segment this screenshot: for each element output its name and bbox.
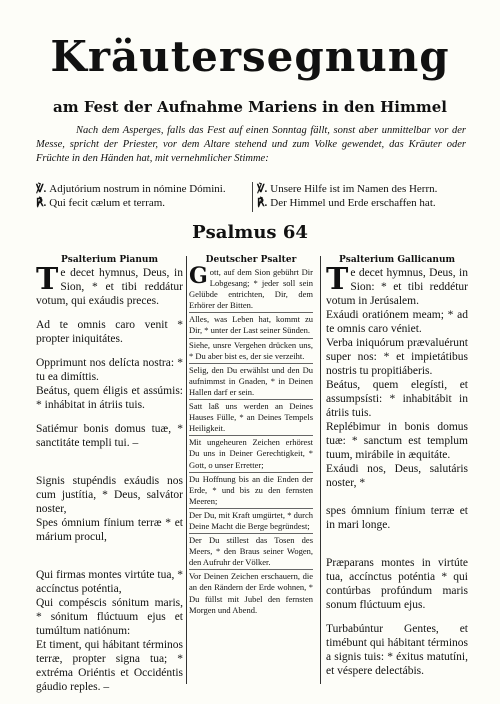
drop-cap: T	[36, 262, 59, 297]
verse-block: Alles, was Leben hat, kommt zu Dir, * unter der Last seiner Sünden.	[189, 313, 313, 338]
verse-block	[189, 263, 313, 313]
column-title-gallicanum: Psalterium Gallicanum	[338, 255, 456, 265]
verse-text: e decet hymnus, Deus, in Sion: * et tibi reddétur votum in Jerúsalem.	[326, 267, 468, 307]
page-title: Kräutersegnung	[50, 32, 450, 81]
versicle-latin	[36, 182, 251, 196]
verse-block: Et timent, qui hábitant términos terræ, propter signa tua; * extréma Oriéntis et Occidéntis gáudio reples. –	[36, 639, 183, 693]
response-latin	[36, 196, 251, 210]
column-deutsch	[189, 263, 313, 617]
verse-block: Exáudi nos, Deus, salutáris noster, *	[326, 463, 468, 489]
verse-block: Turbabúntur Gentes, et timébunt qui hábitant términos a signis tuis: * éxitus matutíni, et véspere delectábis.	[326, 623, 468, 677]
verse-block: Spes ómnium fínium terræ * et márium procul,	[36, 517, 183, 543]
versicle-text: Unsere Hilfe ist im Namen des Herrn.	[270, 183, 438, 195]
versicle-mark: ℣.	[257, 183, 268, 195]
column-divider	[320, 256, 321, 684]
column-title-deutsch: Deutscher Psalter	[205, 255, 297, 265]
verse-block: spes ómnium fínium terræ et in mari longe.	[326, 505, 468, 531]
response-mark: ℟.	[257, 197, 268, 209]
column-gallicanum	[326, 262, 468, 688]
verse-block	[326, 262, 468, 308]
verse-block: Satiémur bonis domus tuæ, * sanctitáte templi tui. –	[36, 423, 183, 449]
verse-block: Der Du, mit Kraft umgürtet, * durch Deine Macht die Berge begründest;	[189, 509, 313, 534]
psalm-title: Psalmus 64	[192, 222, 308, 243]
versicle-mark: ℣.	[36, 183, 47, 195]
verse-block: Signis stupéndis exáudis nos cum justítia, * Deus, salvátor noster,	[36, 475, 183, 515]
verse-block: Beátus, quem elegísti, et assumpsísti: * inhabitábit in átriis tuis.	[326, 379, 468, 419]
versicle-divider	[252, 182, 253, 212]
page-subtitle: am Fest der Aufnahme Mariens in den Himmel	[53, 98, 447, 116]
verse-block: Mit ungeheuren Zeichen erhörest Du uns in Deiner Gerechtigkeit, * Gott, o unser Erretter;	[189, 436, 313, 472]
verse-block: Beátus, quem éligis et assúmis: * inhábitat in átriis tuis.	[36, 385, 183, 411]
verse-block: Selig, den Du erwählst und den Du aufnimmst in Gnaden, * in Deinen Hallen darf er sein.	[189, 364, 313, 400]
drop-cap: T	[326, 262, 349, 297]
spacer	[326, 542, 468, 556]
verse-block: Vor Deinen Zeichen erschauern, die an den Rändern der Erde wohnen, * Du füllst mit Jubel den fernsten Morgen und Abend.	[189, 571, 313, 615]
verse-block: Ad te omnis caro venit * propter iniquitátes.	[36, 319, 183, 345]
verse-block	[36, 262, 183, 308]
verse-block: Præparans montes in virtúte tua, accínctus poténtia * qui contúrbas profúndum maris sonum flúctuum ejus.	[326, 557, 468, 611]
versicle-german	[257, 182, 472, 196]
response-german	[257, 196, 472, 210]
versicles-german	[257, 182, 472, 210]
spacer	[36, 460, 183, 474]
verse-text: e decet hymnus, Deus, in Sion, * et tibi reddátur votum, qui exáudis preces.	[36, 267, 183, 307]
response-text: Der Himmel und Erde erschaffen hat.	[270, 197, 436, 209]
verse-block: Qui firmas montes virtúte tua, * accínctus poténtia,	[36, 569, 183, 595]
rubric-intro: Nach dem Asperges, falls das Fest auf einen Sonntag fällt, sonst aber unmittelbar vor der Messe, spricht der Priester, vor dem Altare stehend und zum Volke gewendet, das Kräuter oder Früchte in den Händen hat, mit vernehmlicher Stimme:	[36, 125, 466, 164]
column-divider	[186, 256, 187, 684]
verse-text: ott, auf dem Sion gebührt Dir Lobgesang; * jeder soll sein Gelübde entrichten, Dir, dem Erhörer der Bitten.	[189, 267, 313, 311]
column-pianum	[36, 262, 183, 704]
verse-block: Exáudi oratiónem meam; * ad te omnis caro véniet.	[326, 309, 468, 335]
verse-block: Siehe, unsre Vergehen drücken uns, * Du aber bist es, der sie verzeiht.	[189, 339, 313, 364]
verse-block: Du Hoffnung bis an die Enden der Erde, * und bis zu den fernsten Meeren;	[189, 473, 313, 509]
drop-cap: G	[189, 263, 208, 289]
verse-block: Qui compéscis sónitum maris, * sónitum flúctuum ejus et tumúltum natiónum:	[36, 597, 183, 637]
versicle-text: Adjutórium nostrum in nómine Dómini.	[49, 183, 226, 195]
verse-block: Satt laß uns werden an Deines Hauses Fülle, * an Deines Tempels Heiligkeit.	[189, 400, 313, 436]
spacer	[36, 554, 183, 568]
column-title-pianum: Psalterium Pianum	[61, 255, 158, 265]
response-mark: ℟.	[36, 197, 47, 209]
verse-block: Der Du stillest das Tosen des Meers, * den Braus seiner Wogen, den Aufruhr der Völker.	[189, 534, 313, 570]
response-text: Qui fecit cælum et terram.	[49, 197, 166, 209]
versicles-latin	[36, 182, 251, 210]
verse-block: Replébimur in bonis domus tuæ: * sanctum est templum tuum, mirábile in æquitáte.	[326, 421, 468, 461]
verse-block: Verba iniquórum prævaluérunt super nos: * et impietátibus nostris tu propitiáberis.	[326, 337, 468, 377]
verse-block: Opprimunt nos delícta nostra: * tu ea dimíttis.	[36, 357, 183, 383]
